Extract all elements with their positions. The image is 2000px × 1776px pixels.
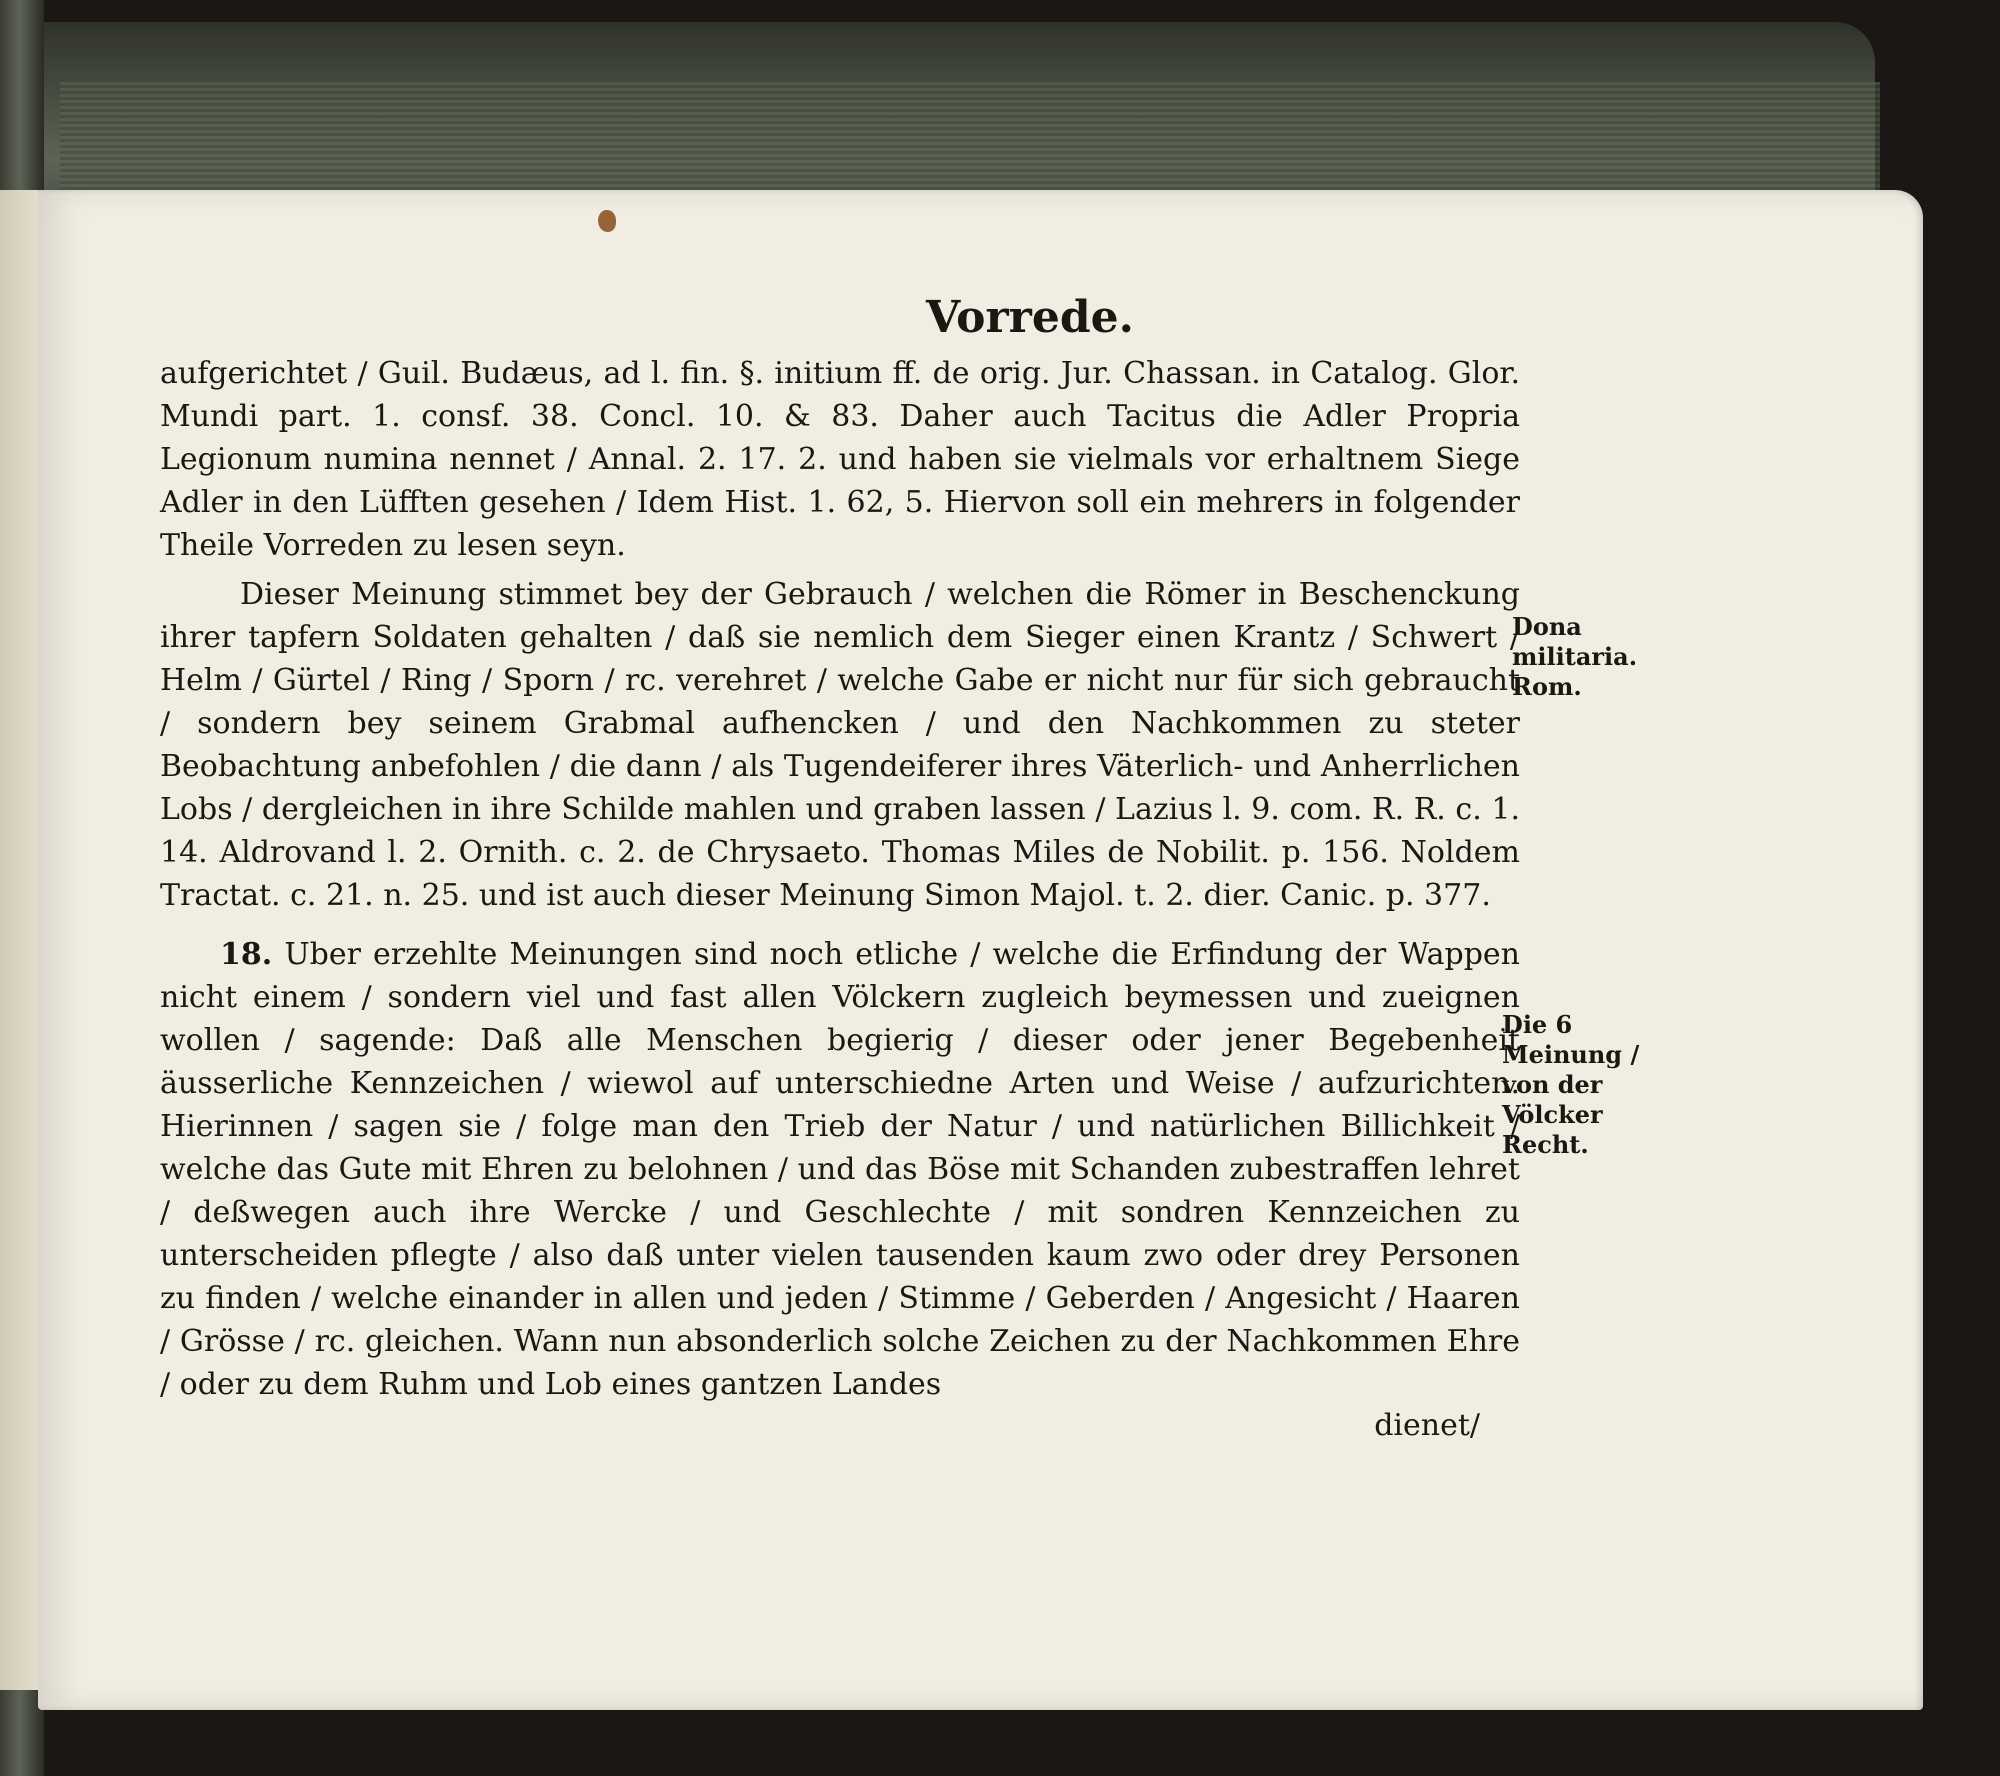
ink-stain [598,210,616,232]
paragraph-3-text: Uber erzehlte Meinungen sind noch etliche / welche die Erfindung der Wappen nicht einem / sondern viel und fast allen Völckern zugleich beymessen und zueignen wollen / sagende: Daß alle Menschen begierig / dieser oder jener Begebenheit äusserliche Kennzeichen / wiewol auf unterschiedne Arten und Weise / aufzurichten. Hierinnen / sagen sie / folge man den Trieb der Natur / und natürlichen Billichkeit / welche das Gute mit Ehren zu belohnen / und das Böse mit Schanden zubestraffen lehret / deßwegen auch ihre Wercke / und Geschlechte / mit sondren Kennzeichen zu unterscheiden pflegte / also daß unter vielen tausenden kaum zwo oder drey Personen zu finden / welche einander in allen und jeden / Stimme / Geberden / Angesicht / Haaren / Grösse / rc. gleichen. Wann nun absonderlich solche Zeichen zu der Nachkommen Ehre / oder zu dem Ruhm und Lob eines gantzen Landes [160,937,1520,1402]
paragraph-1: aufgerichtet / Guil. Budæus, ad l. fin. §. initium ff. de orig. Jur. Chassan. in Catalog. Glor. Mundi part. 1. consf. 38. Concl. 10. & 83. Daher auch Tacitus die Adler Propria Legionum numina nennet / Annal. 2. 17. 2. und haben sie vielmals vor erhaltnem Siege Adler in den Lüfften gesehen / Idem Hist. 1. 62, 5. Hiervon soll ein mehrers in folgender Theile Vorreden zu lesen seyn. [160,356,1520,563]
paragraph-number: 18. [220,937,273,972]
margin-note-dona-militaria: Dona militaria. Rom. [1512,612,1638,701]
body-text [160,352,1520,1406]
paragraph-2: Dieser Meinung stimmet bey der Gebrauch / welchen die Römer in Beschenckung ihrer tapfern Soldaten gehalten / daß sie nemlich dem Sieger einen Krantz / Schwert / Helm / Gürtel / Ring / Sporn / rc. verehret / welche Gabe er nicht nur für sich gebraucht / sondern bey seinem Grabmal aufhencken / und den Nachkommen zu steter Beobachtung anbefohlen / die dann / als Tugendeiferer ihres Väterlich- und Anherrlichen Lobs / dergleichen in ihre Schilde mahlen und graben lassen / Lazius l. 9. com. R. R. c. 1. 14. Aldrovand l. 2. Ornith. c. 2. de Chrysaeto. Thomas Miles de Nobilit. p. 156. Noldem Tractat. c. 21. n. 25. und ist auch dieser Meinung Simon Majol. t. 2. dier. Canic. p. 377. [160,577,1520,913]
page-header: Vorrede. [926,292,1134,343]
catchword: dienet/ [1374,1408,1480,1443]
margin-note-meinung: Die 6 Meinung / von der Völcker Recht. [1502,1010,1640,1159]
paragraph-3 [160,933,1520,1406]
